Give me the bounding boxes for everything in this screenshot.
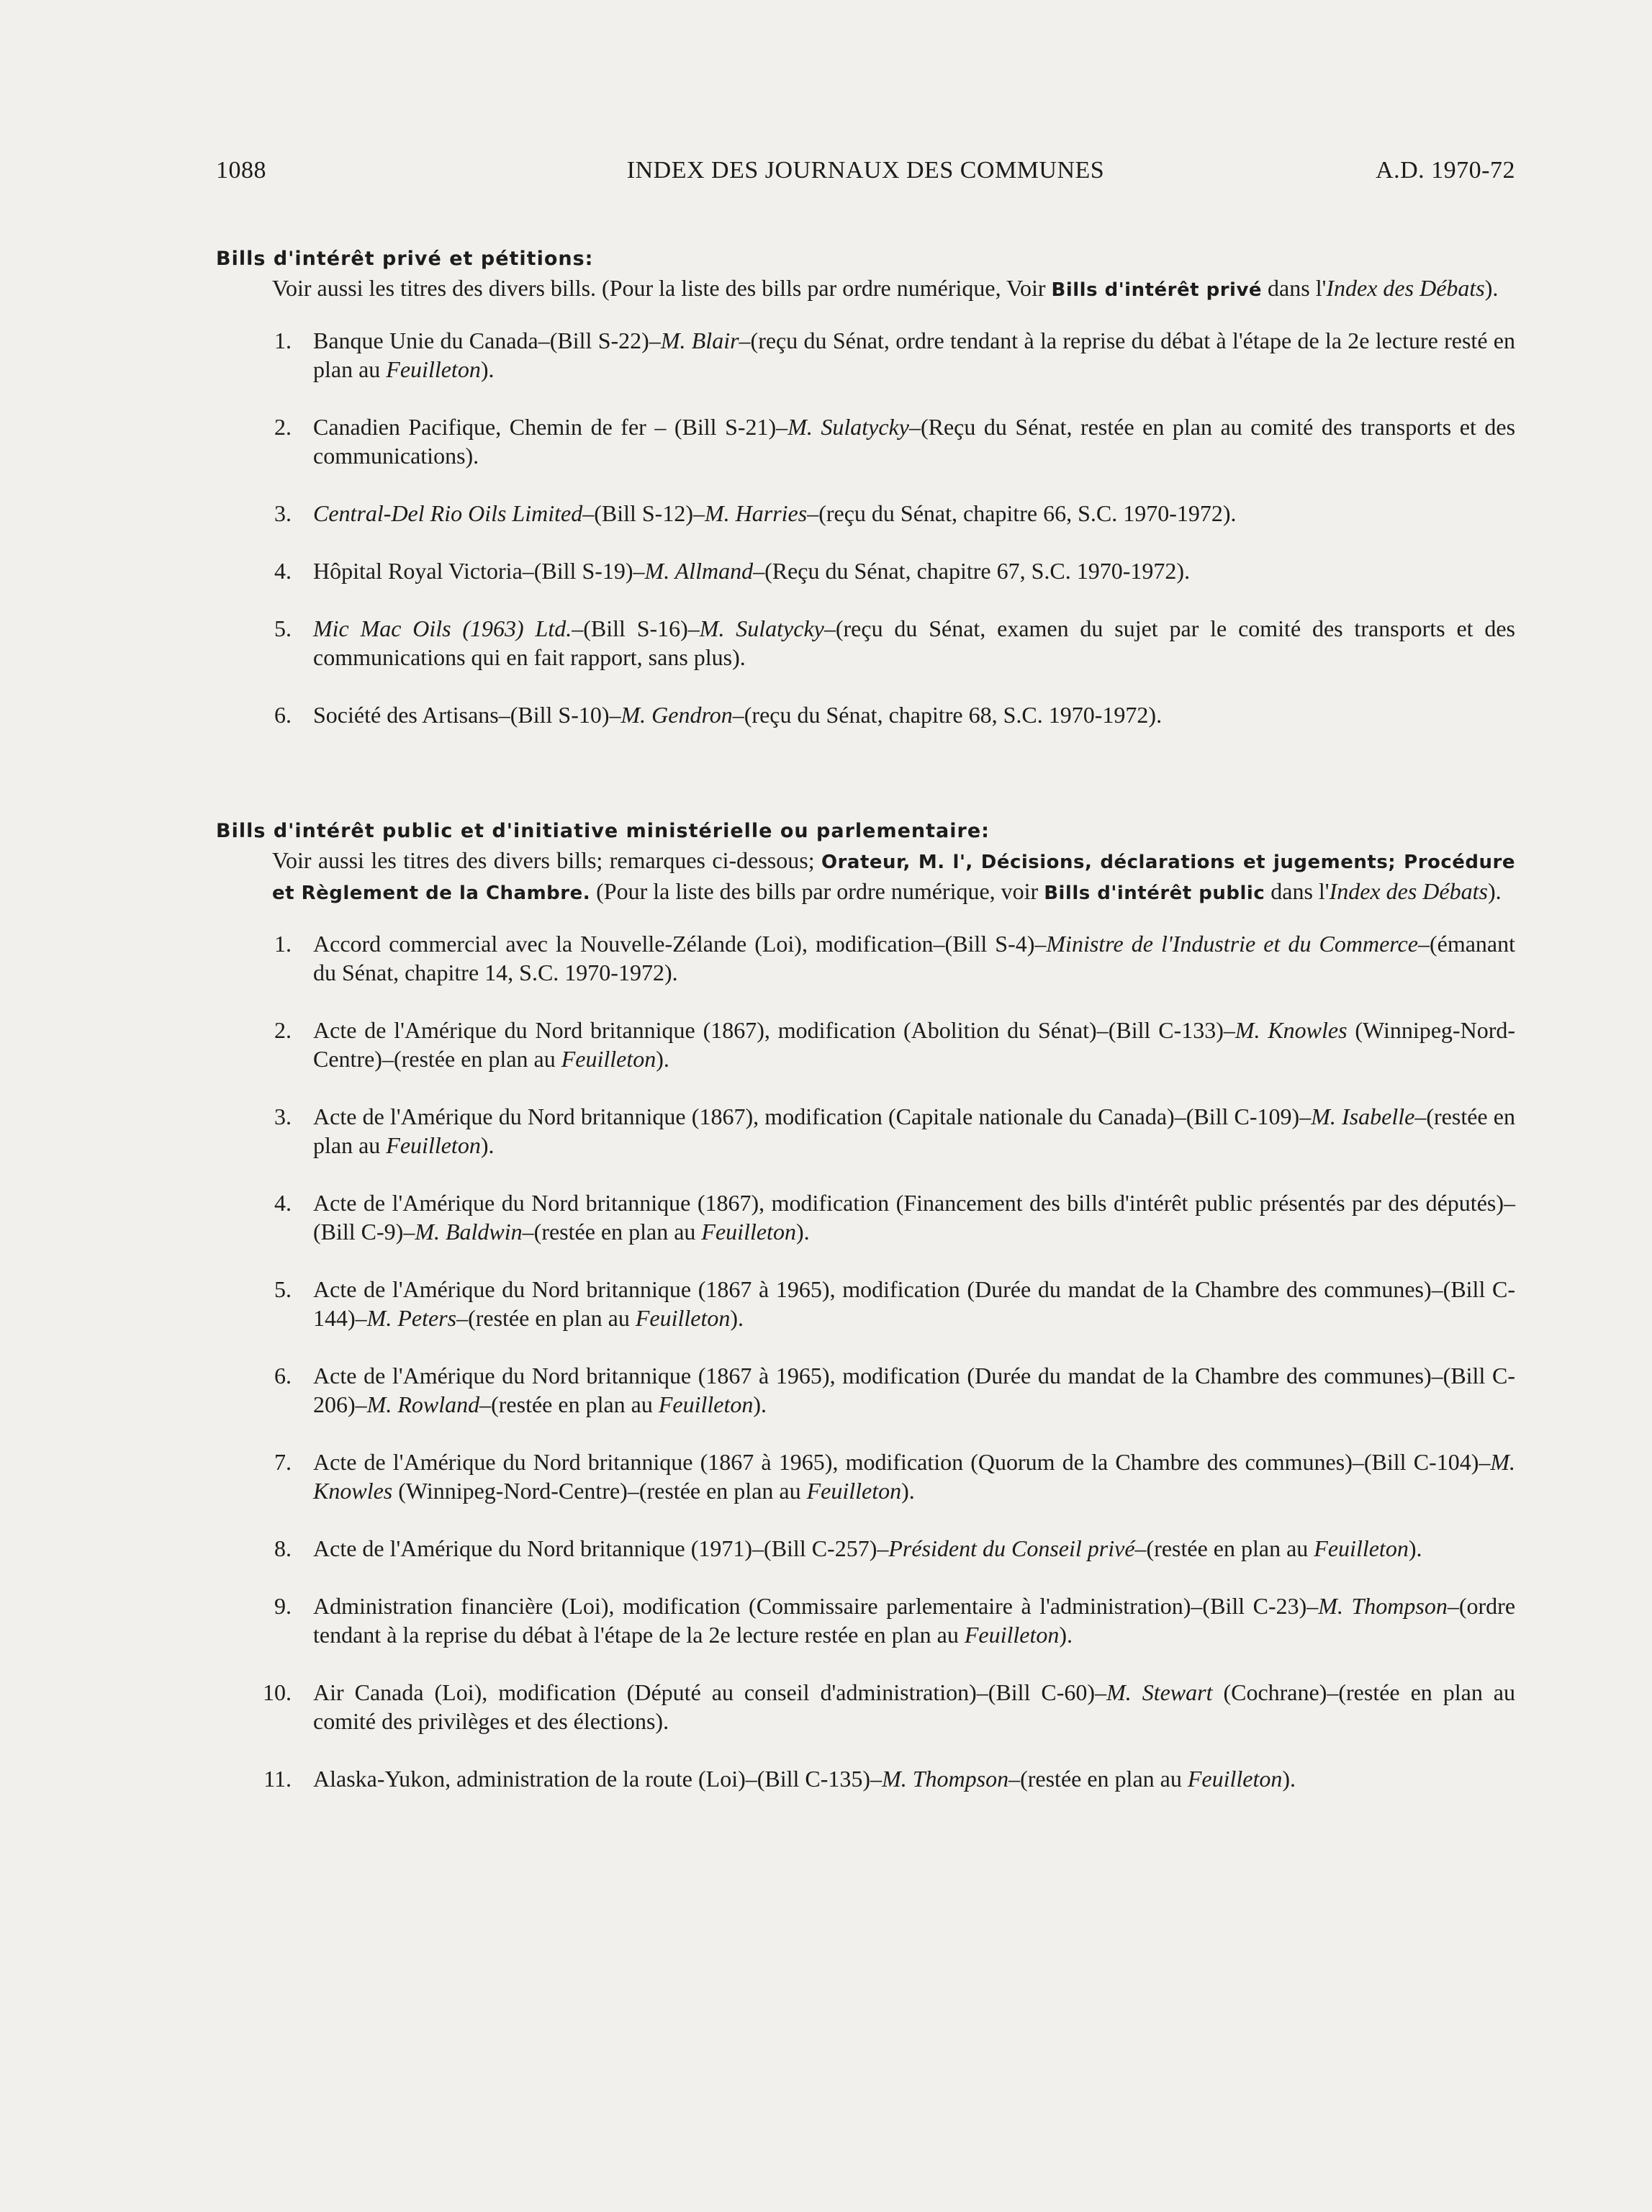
page-year: A.D. 1970-72 — [1376, 157, 1515, 184]
list-item — [216, 929, 1515, 987]
item-text: –(restée en plan au — [1134, 1535, 1314, 1561]
item-sponsor: M. Thompson — [1318, 1593, 1448, 1619]
item-text: ). — [795, 1219, 810, 1245]
item-italic: Feuilleton — [386, 356, 481, 382]
item-number: 6. — [274, 1363, 292, 1389]
section-intro — [272, 274, 1515, 304]
item-italic: Feuilleton — [635, 1305, 731, 1331]
item-text: Acte de l'Amérique du Nord britannique (1867 à 1965), modification (Durée du mandat de la Chambre des communes)–(Bill C-144)– — [313, 1276, 1515, 1331]
item-italic: Feuilleton — [964, 1622, 1060, 1648]
item-italic: Feuilleton — [658, 1391, 754, 1417]
list-item — [216, 1016, 1515, 1073]
section-heading: Bills d'intérêt privé et pétitions: — [216, 248, 594, 270]
page-header — [216, 157, 1515, 189]
item-text: –(Bill S-16)– — [572, 615, 700, 641]
item-text: Acte de l'Amérique du Nord britannique (1971)–(Bill C-257)– — [313, 1535, 889, 1561]
intro-text: (Pour la liste des bills par ordre numérique, voir — [590, 878, 1044, 904]
item-italic: Feuilleton — [1187, 1766, 1283, 1792]
item-text: Acte de l'Amérique du Nord britannique (1867 à 1965), modification (Quorum de la Chambre des communes)–(Bill C-104)– — [313, 1449, 1491, 1475]
item-sponsor: M. Isabelle — [1311, 1103, 1415, 1129]
item-text: –(restée en plan au — [313, 1103, 1516, 1158]
item-italic: Feuilleton — [1314, 1535, 1409, 1561]
item-text: (Winnipeg-Nord-Centre)–(restée en plan au — [392, 1478, 807, 1504]
item-text: Acte de l'Amérique du Nord britannique (1867), modification (Capitale nationale du Canada)–(Bill C-109)– — [313, 1103, 1312, 1129]
item-number: 7. — [274, 1449, 292, 1475]
item-text: –(restée en plan au — [1008, 1766, 1188, 1792]
item-text: (Cochrane)–(restée en plan au comité des privilèges et des élections). — [313, 1679, 1516, 1734]
item-number: 8. — [274, 1535, 292, 1561]
list-item — [216, 1592, 1515, 1649]
list-item — [216, 1448, 1515, 1505]
item-number: 4. — [274, 558, 292, 584]
item-text: –(restée en plan au — [456, 1305, 636, 1331]
item-number: 5. — [274, 1276, 292, 1302]
private-bills-section — [216, 245, 1515, 758]
page-number: 1088 — [216, 157, 266, 184]
list-item — [216, 1275, 1515, 1332]
item-italic: Mic Mac Oils (1963) Ltd. — [313, 615, 572, 641]
list-item — [216, 614, 1515, 672]
item-text: Hôpital Royal Victoria–(Bill S-19)– — [313, 558, 645, 584]
item-text: –(restée en plan au — [479, 1391, 659, 1417]
item-text: ). — [1282, 1766, 1296, 1792]
item-text: –(Reçu du Sénat, restée en plan au comité des transports et des communications). — [313, 414, 1516, 469]
item-sponsor: M. Stewart — [1106, 1679, 1213, 1705]
item-text: Canadien Pacifique, Chemin de fer – (Bill S-21)– — [313, 414, 788, 440]
item-text: Banque Unie du Canada–(Bill S-22)– — [313, 328, 661, 353]
list-item — [216, 556, 1515, 585]
item-text: ). — [753, 1391, 767, 1417]
item-text: –(reçu du Sénat, chapitre 68, S.C. 1970-1972). — [732, 702, 1163, 728]
item-text: –(émanant du Sénat, chapitre 14, S.C. 1970-1972). — [313, 931, 1516, 985]
item-sponsor: M. Harries — [704, 500, 808, 526]
item-text: ). — [656, 1046, 669, 1072]
item-number: 2. — [274, 414, 292, 440]
item-sponsor: M. Peters — [366, 1305, 457, 1331]
item-text: –(reçu du Sénat, chapitre 66, S.C. 1970-1972). — [807, 500, 1237, 526]
item-sponsor: M. Sulatycky — [699, 615, 824, 641]
item-sponsor: M. Knowles — [1235, 1017, 1348, 1043]
item-text: ). — [480, 1132, 495, 1158]
item-text: (Winnipeg-Nord-Centre)–(restée en plan au — [313, 1017, 1516, 1072]
public-bills-section — [216, 817, 1515, 1822]
intro-text: dans l' — [1265, 878, 1330, 904]
item-text: Accord commercial avec la Nouvelle-Zélande (Loi), modification–(Bill S-4)– — [313, 931, 1047, 957]
item-number: 5. — [274, 615, 292, 641]
list-item — [216, 1102, 1515, 1160]
item-italic: Feuilleton — [806, 1478, 902, 1504]
item-text: ). — [480, 356, 495, 382]
item-text: –(restée en plan au — [522, 1219, 702, 1245]
intro-text: ). — [1484, 275, 1499, 301]
intro-text: Voir aussi les titres des divers bills; remarques ci-dessous; — [272, 847, 821, 873]
item-number: 11. — [263, 1766, 292, 1792]
item-text: ). — [1408, 1535, 1422, 1561]
list-item — [216, 499, 1515, 528]
item-sponsor: Ministre de l'Industrie et du Commerce — [1046, 931, 1418, 957]
intro-text: Voir aussi les titres des divers bills. (Pour la liste des bills par ordre numérique, Voir — [272, 275, 1052, 301]
item-sponsor: M. Thompson — [882, 1766, 1009, 1792]
item-text: Alaska-Yukon, administration de la route (Loi)–(Bill C-135)– — [313, 1766, 883, 1792]
item-text: –(ordre tendant à la reprise du débat à l'étape de la 2e lecture restée en plan au — [313, 1593, 1516, 1648]
intro-ref-title: Index des Débats — [1326, 275, 1485, 301]
item-sponsor: M. Knowles — [313, 1449, 1515, 1504]
list-item — [216, 1534, 1515, 1563]
item-sponsor: M. Baldwin — [415, 1219, 523, 1245]
intro-crossref: Bills d'intérêt public — [1044, 882, 1265, 904]
item-text: ). — [901, 1478, 915, 1504]
item-sponsor: M. Allmand — [644, 558, 754, 584]
item-text: Acte de l'Amérique du Nord britannique (1867 à 1965), modification (Durée du mandat de la Chambre des communes)–(Bill C-206)– — [313, 1363, 1515, 1417]
intro-text: ). — [1487, 878, 1502, 904]
list-item — [216, 700, 1515, 729]
item-number: 2. — [274, 1017, 292, 1043]
item-number: 4. — [274, 1190, 292, 1216]
item-number: 3. — [274, 500, 292, 526]
item-number: 1. — [274, 931, 292, 957]
item-text: ). — [1059, 1622, 1073, 1648]
item-sponsor: M. Blair — [660, 328, 739, 353]
item-italic: Feuilleton — [701, 1219, 796, 1245]
list-item — [216, 1361, 1515, 1419]
item-number: 1. — [274, 328, 292, 353]
page-title: INDEX DES JOURNAUX DES COMMUNES — [626, 157, 1105, 184]
item-number: 10. — [263, 1679, 292, 1705]
item-number: 3. — [274, 1103, 292, 1129]
list-item — [216, 412, 1515, 470]
intro-crossref: Orateur, M. l', Décisions, déclarations et jugements; Procédure et Règlement de la Chambre. — [272, 852, 1515, 904]
item-sponsor: M. Rowland — [366, 1391, 480, 1417]
item-text: Société des Artisans–(Bill S-10)– — [313, 702, 621, 728]
item-text: –(Bill S-12)– — [582, 500, 705, 526]
bill-list — [216, 929, 1515, 1793]
item-number: 6. — [274, 702, 292, 728]
item-text: Air Canada (Loi), modification (Député au conseil d'administration)–(Bill C-60)– — [313, 1679, 1107, 1705]
item-text: –(Reçu du Sénat, chapitre 67, S.C. 1970-1972). — [753, 558, 1191, 584]
intro-ref-title: Index des Débats — [1329, 878, 1488, 904]
item-text: ). — [730, 1305, 744, 1331]
list-item — [216, 1188, 1515, 1246]
item-number: 9. — [274, 1593, 292, 1619]
item-sponsor: M. Gendron — [620, 702, 733, 728]
item-text: Acte de l'Amérique du Nord britannique (1867), modification (Financement des bills d'intérêt public présentés par des députés)–(Bill C-9)– — [313, 1190, 1515, 1245]
item-text: Acte de l'Amérique du Nord britannique (1867), modification (Abolition du Sénat)–(Bill C-133)– — [313, 1017, 1235, 1043]
intro-text: dans l' — [1262, 275, 1327, 301]
item-sponsor: Président du Conseil privé — [888, 1535, 1135, 1561]
item-italic: Feuilleton — [561, 1046, 656, 1072]
item-text: –(reçu du Sénat, examen du sujet par le comité des transports et des communications qui en fait rapport, sans plus). — [313, 615, 1515, 670]
bill-list — [216, 326, 1515, 729]
item-italic: Feuilleton — [386, 1132, 481, 1158]
item-text: –(reçu du Sénat, ordre tendant à la reprise du débat à l'étape de la 2e lecture resté en plan au — [313, 328, 1515, 382]
section-intro — [272, 846, 1515, 908]
item-text: Administration financière (Loi), modification (Commissaire parlementaire à l'administration)–(Bill C-23)– — [313, 1593, 1319, 1619]
list-item — [216, 326, 1515, 384]
list-item — [216, 1678, 1515, 1735]
item-sponsor: M. Sulatycky — [787, 414, 909, 440]
section-heading: Bills d'intérêt public et d'initiative ministérielle ou parlementaire: — [216, 820, 990, 842]
list-item — [216, 1764, 1515, 1793]
item-italic: Central-Del Rio Oils Limited — [313, 500, 583, 526]
intro-crossref: Bills d'intérêt privé — [1051, 279, 1263, 301]
